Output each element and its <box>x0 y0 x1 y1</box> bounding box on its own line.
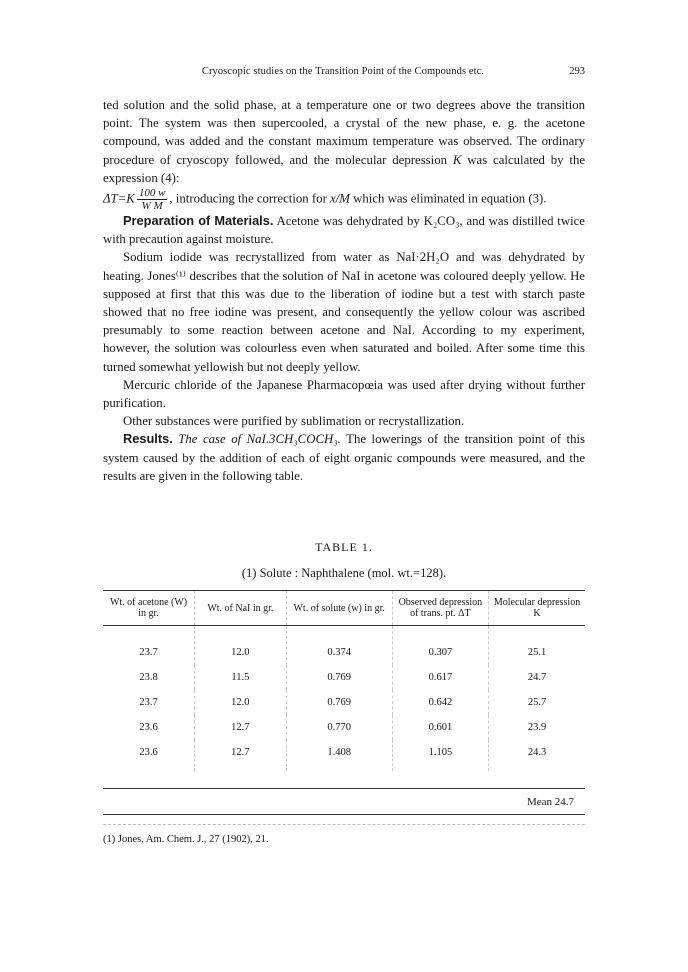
footnote: (1) Jones, Am. Chem. J., 27 (1902), 21. <box>103 834 269 845</box>
table-cell: 12.7 <box>195 715 287 740</box>
table-rule-middle <box>103 788 585 789</box>
table-cell: 12.7 <box>195 740 287 771</box>
table-cell: 23.7 <box>139 697 158 708</box>
table-row <box>103 715 585 740</box>
page-number: 293 <box>569 66 585 77</box>
table-cell: 23.6 <box>139 722 158 733</box>
table-cell: 0.617 <box>392 665 488 690</box>
formula-fraction: $\frac{100 w}{\text{W M}}$ <box>138 187 166 213</box>
table-title: TABLE 1. <box>315 540 373 554</box>
table-cell: 0.769 <box>286 665 392 690</box>
paragraph-sodium-iodide: Sodium iodide was recrystallized from water as NaI·2H₂O and was dehydrated by heating. Jones⁽¹⁾ describes that the solution of NaI in acetone was coloured deeply yellow. He supposed at first that this was due to the liberation of iodine but a test with starch paste showed that no free iodine was present, and consequently the yellow colour was ascribed presumably to some reaction between acetone and NaI. According to my experiment, however, the solution was colourless even when saturated and boiled. After some time this turned somewhat yellowish but not deeply yellow. <box>103 250 585 374</box>
table-cell: 12.0 <box>195 690 287 715</box>
table-cell: 24.3 <box>489 740 585 771</box>
results-case: The case of NaI.3CH₃COCH₃. <box>178 432 341 447</box>
table-cell: 1.408 <box>286 740 392 771</box>
table-cell: 0.642 <box>392 690 488 715</box>
table-cell: 23.7 <box>139 647 158 658</box>
table-row <box>103 626 585 666</box>
column-header: Observed depression of trans. pt. ΔT <box>392 591 488 626</box>
depression-formula: ΔT=K $\frac{100 w}{\text{W M}}$ <box>103 187 166 213</box>
table-row <box>103 690 585 715</box>
heading-results: Results. <box>123 431 173 447</box>
table-cell: 0.307 <box>392 626 488 666</box>
table-row <box>103 665 585 690</box>
table-cell: 0.770 <box>286 715 392 740</box>
table-cell: 25.1 <box>489 626 585 666</box>
table-cell: 23.9 <box>489 715 585 740</box>
table-subtitle: (1) Solute : Naphthalene (mol. wt.=128). <box>241 566 447 580</box>
paragraph-preparation: Preparation of Materials. Acetone was dehydrated by K₂CO₃, and was distilled twice with precaution against moisture. <box>103 213 585 247</box>
table-cell: 1.105 <box>392 740 488 771</box>
paragraph-mercuric-chloride: Mercuric chloride of the Japanese Pharmacopœia was used after drying without further purification. <box>103 377 585 411</box>
paragraph-results: Results. The case of NaI.3CH₃COCH₃. The lowerings of the transition point of this system caused by the addition of each of eight organic compounds were measured, and the results are given in the following table. <box>103 431 586 483</box>
table-cell: 12.0 <box>195 626 287 666</box>
table-cell: 0.601 <box>392 715 488 740</box>
table-row <box>103 740 585 771</box>
column-header: Wt. of acetone (W) in gr. <box>103 591 195 626</box>
mean-value: Mean 24.7 <box>526 796 574 808</box>
table-cell: 11.5 <box>195 665 287 690</box>
column-header: Molecular depression K <box>489 591 585 626</box>
table-header-row <box>103 591 585 626</box>
paragraph-cryoscopy: ted solution and the solid phase, at a temperature one or two degrees above the transition point. The system was then supercooled, a crystal of the new phase, e. g. the acetone compound, was added and the constant maximum temperature was observed. The ordinary procedure of cryoscopy followed, and the molecular depression K was calculated by the expression (4): ΔT=K $\frac{100 w}{\text{W M}}$ , introducing the correction for x/M which was eliminated in equation (3). <box>103 98 586 213</box>
footnote-rule <box>103 824 585 825</box>
table-cell: 25.7 <box>489 690 585 715</box>
table-rule-bottom <box>103 814 585 815</box>
column-header: Wt. of solute (w) in gr. <box>286 591 392 626</box>
data-table <box>103 590 585 771</box>
table-cell: 0.374 <box>286 626 392 666</box>
running-head: Cryoscopic studies on the Transition Point of the Compounds etc. <box>201 66 485 77</box>
paragraph-other-substances: Other substances were purified by sublimation or recrystallization. <box>123 414 465 429</box>
table-cell: 24.7 <box>489 665 585 690</box>
table-cell: 23.8 <box>139 672 158 683</box>
table-cell: 23.6 <box>139 747 158 758</box>
heading-preparation: Preparation of Materials. <box>123 213 274 229</box>
body-text <box>103 96 585 485</box>
table-cell: 0.769 <box>286 690 392 715</box>
column-header: Wt. of NaI in gr. <box>195 591 287 626</box>
